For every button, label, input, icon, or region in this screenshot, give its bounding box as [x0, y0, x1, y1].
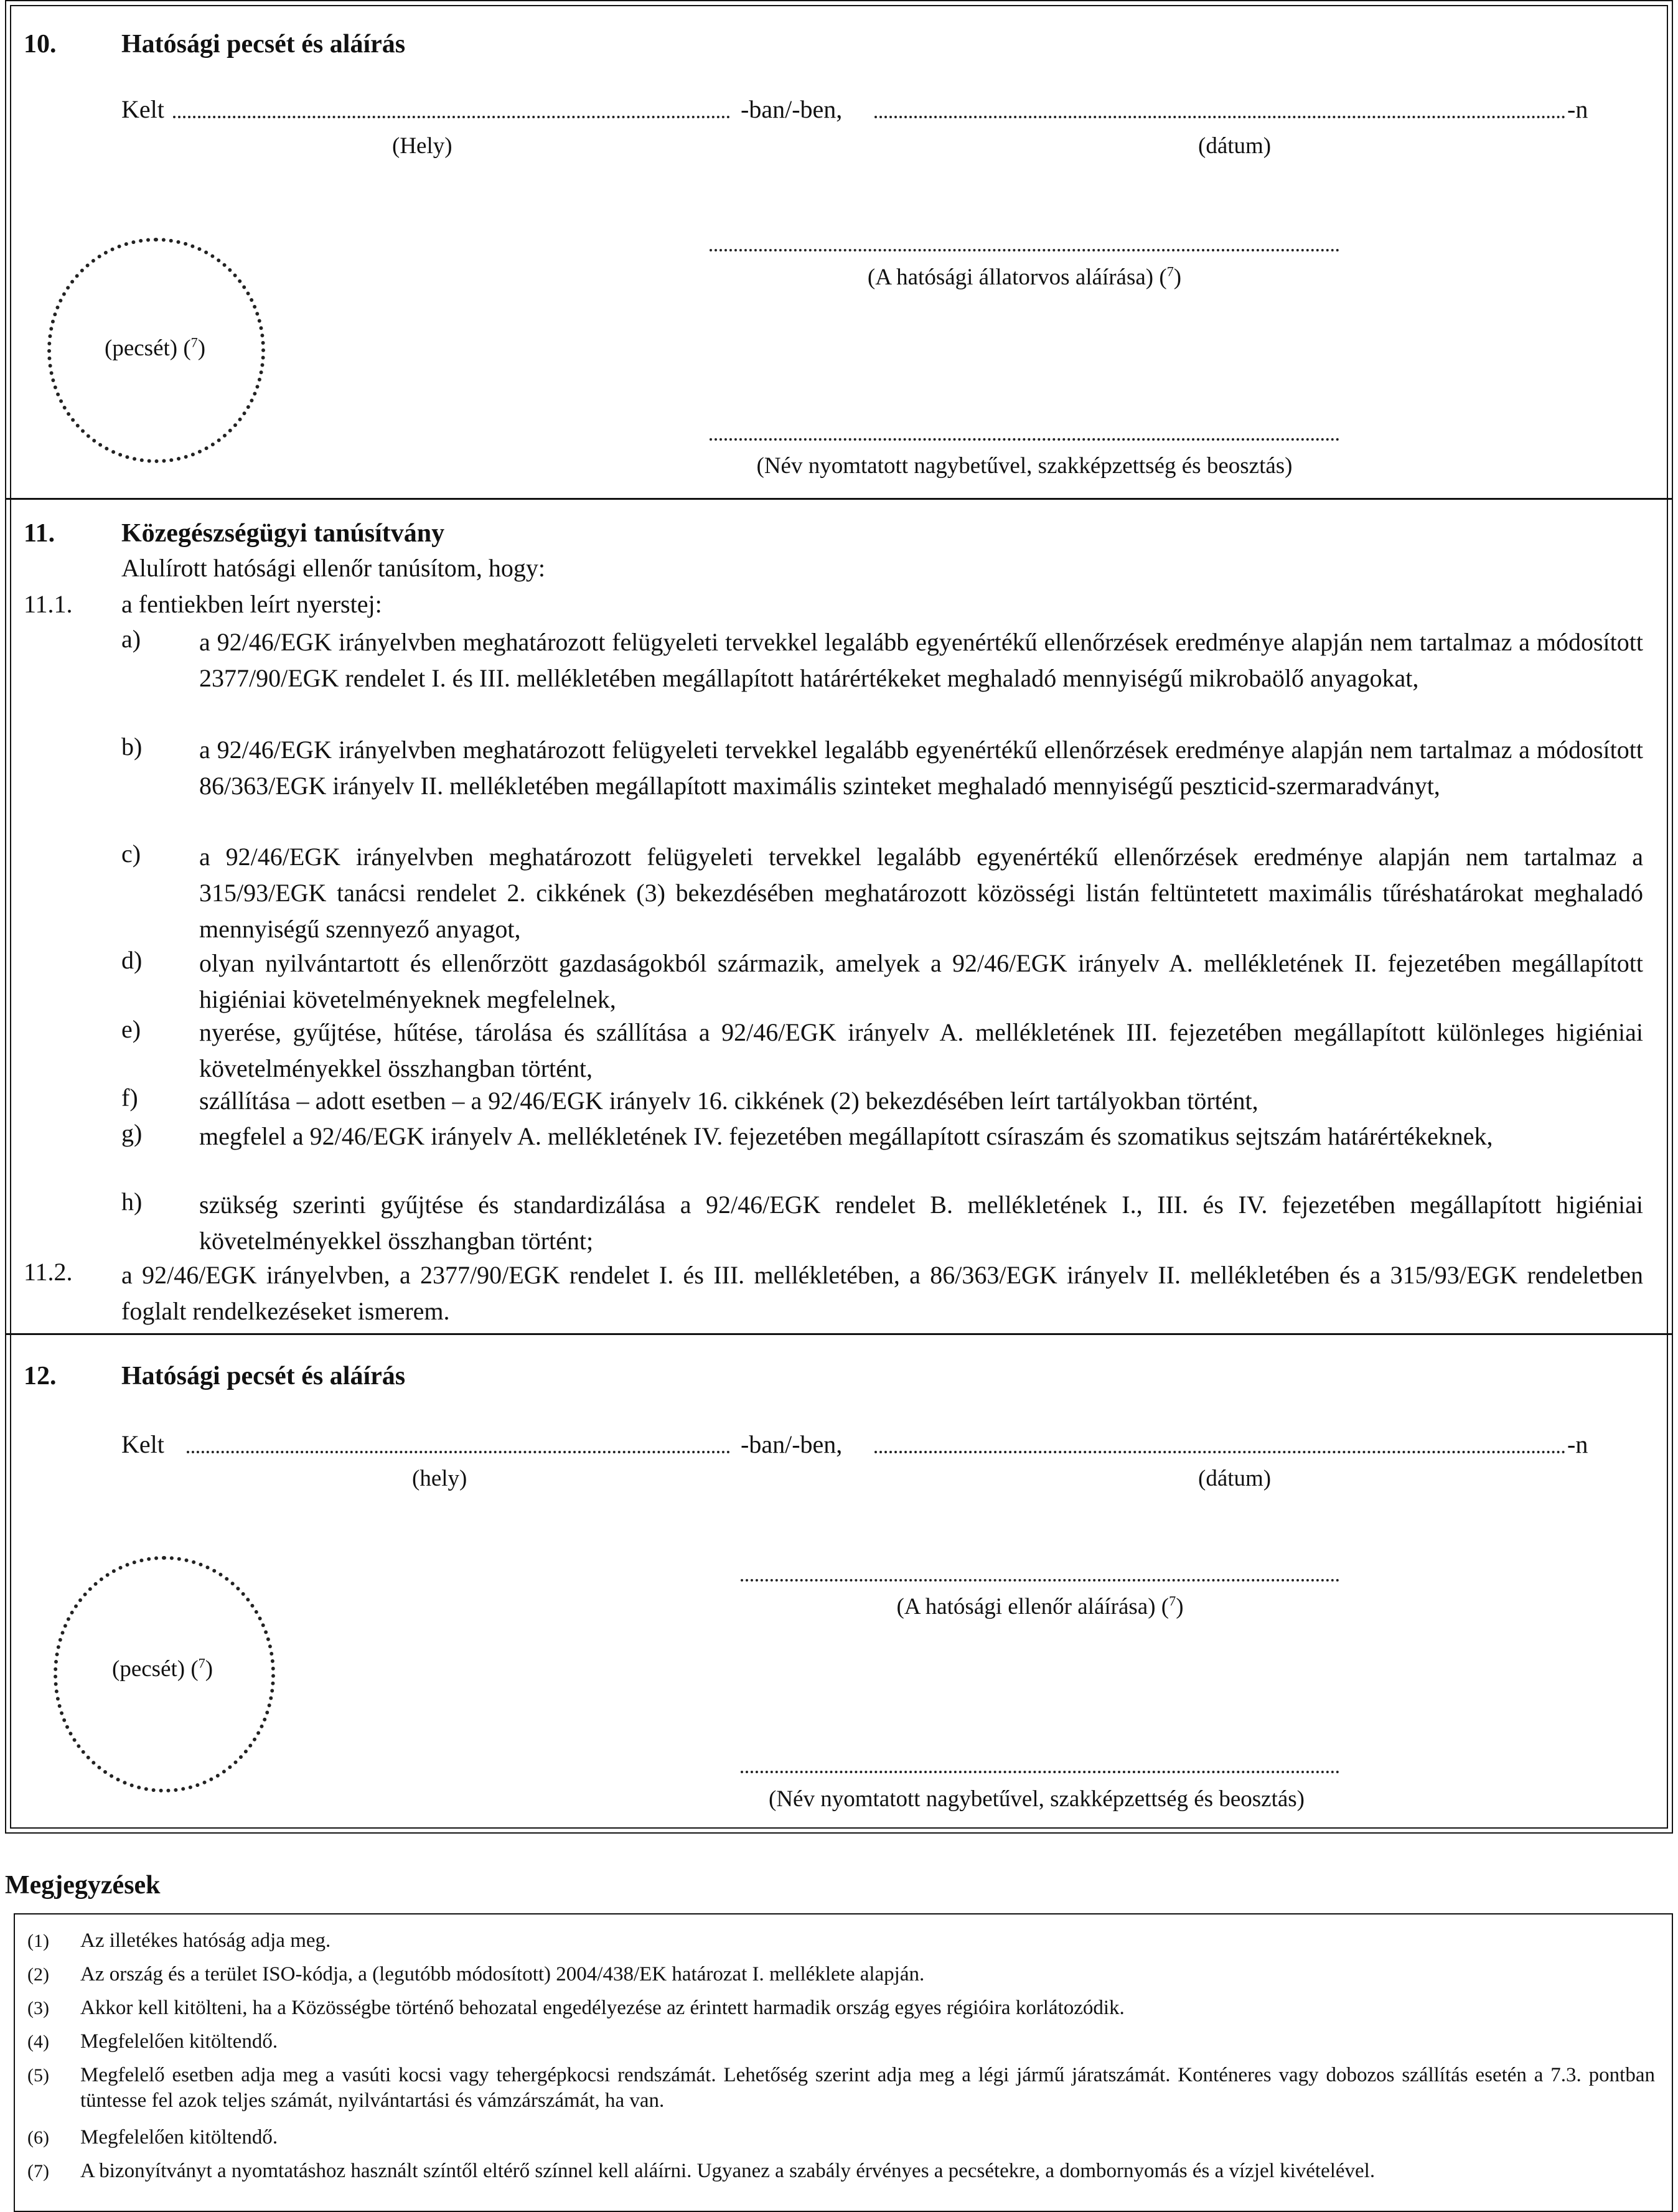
- note-text: Megfelelően kitöltendő.: [80, 2030, 278, 2053]
- item-h-text: szükség szerinti gyűjtése és standardizálása a 92/46/EGK rendelet B. mellékletének I., III. és IV. fejezetében megállapított higiéniai követelményekkel összhangban történt;: [199, 1191, 1643, 1255]
- section-divider: [5, 1333, 1673, 1335]
- notes-title: Megjegyzések: [5, 1871, 161, 1900]
- date-caption: (dátum): [1198, 1466, 1272, 1491]
- note-number: (6): [27, 2127, 49, 2148]
- item-c-text: a 92/46/EGK irányelvben meghatározott felügyeleti tervekkel legalább egyenértékű ellenőrzések eredménye alapján nem tartalmaz a 315/93/EGK tanácsi rendelet 2. cikkének (3) bekezdésében meghatározott közösségi listán feltüntetett maximális tűréshatárokat meghaladó mennyiségű szennyező anyagot,: [199, 843, 1643, 943]
- kelt-label: Kelt: [121, 95, 164, 123]
- point-11-2-text: a 92/46/EGK irányelvben, a 2377/90/EGK rendelet I. és III. mellékletében, a 86/363/EGK irányelv II. mellékletében és a 315/93/EGK rendeletben foglalt rendelkezéseket ismerem.: [121, 1261, 1643, 1325]
- name-field[interactable]: [710, 438, 1339, 441]
- n-suffix: -n: [1567, 1430, 1588, 1458]
- note-text: Az illetékes hatóság adja meg.: [80, 1929, 331, 1952]
- place-caption: (Hely): [392, 133, 452, 159]
- name-field[interactable]: [741, 1771, 1339, 1773]
- note-text: Megfelelően kitöltendő.: [80, 2126, 278, 2149]
- place-field[interactable]: [173, 116, 730, 118]
- signature-field[interactable]: [710, 249, 1339, 251]
- n-suffix: -n: [1567, 95, 1588, 123]
- point-11-1-text: a fentiekben leírt nyerstej:: [121, 590, 382, 618]
- item-f-text: szállítása – adott esetben – a 92/46/EGK irányelv 16. cikkének (2) bekezdésében leírt tartályokban történt,: [199, 1087, 1258, 1115]
- note-text: Megfelelő esetben adja meg a vasúti kocsi vagy tehergépkocsi rendszámát. Lehetőség szerint adja meg a légi jármű járatszámát. Konténeres vagy dobozos szállítás esetén a 7.3. pontban tüntesse fel azok teljes számát, nyilvántartási és vámzárszámát, ha van.: [80, 2064, 1655, 2112]
- item-a-label: a): [121, 625, 141, 653]
- note-number: (7): [27, 2161, 49, 2182]
- note-text: Az ország és a terület ISO-kódja, a (legutóbb módosított) 2004/438/EK határozat I. melléklete alapján.: [80, 1963, 925, 1985]
- section-divider: [5, 498, 1673, 500]
- item-b-label: b): [121, 733, 143, 761]
- section-11-intro: Alulírott hatósági ellenőr tanúsítom, hogy:: [121, 554, 546, 582]
- signature-caption: (A hatósági ellenőr aláírása) ($^7$): [896, 1593, 1184, 1619]
- point-11-2-number: 11.2.: [24, 1258, 73, 1286]
- item-b-text: a 92/46/EGK irányelvben meghatározott felügyeleti tervekkel legalább egyenértékű ellenőrzések eredménye alapján nem tartalmaz a módosított 86/363/EGK irányelv II. mellékletében megállapított maximális szinteket meghaladó mennyiségű peszticid-szermaradványt,: [199, 736, 1643, 800]
- section-12-title: Hatósági pecsét és aláírás: [121, 1362, 406, 1390]
- name-caption: (Név nyomtatott nagybetűvel, szakképzettség és beosztás): [756, 453, 1293, 479]
- item-g-label: g): [121, 1119, 143, 1147]
- item-d-label: d): [121, 946, 143, 974]
- note-text: Akkor kell kitölteni, ha a Közösségbe történő behozatal engedélyezése az érintett harmadik ország egyes régióira korlátozódik.: [80, 1997, 1125, 2019]
- section-12-number: 12.: [24, 1362, 57, 1390]
- note-number: (2): [27, 1964, 49, 1985]
- point-11-1-number: 11.1.: [24, 590, 73, 618]
- note-number: (3): [27, 1998, 49, 2018]
- date-field[interactable]: [874, 1451, 1565, 1453]
- ban-suffix: -ban/-ben,: [741, 1430, 843, 1458]
- stamp-caption: (pecsét) ($^7$): [112, 1655, 213, 1682]
- section-10-number: 10.: [24, 30, 57, 59]
- note-number: (4): [27, 2032, 49, 2052]
- stamp-caption: (pecsét) ($^7$): [105, 334, 206, 361]
- section-10-title: Hatósági pecsét és aláírás: [121, 30, 406, 59]
- ban-suffix: -ban/-ben,: [741, 95, 843, 123]
- place-caption: (hely): [412, 1466, 467, 1491]
- item-e-text: nyerése, gyűjtése, hűtése, tárolása és szállítása a 92/46/EGK irányelv A. mellékletének III. fejezetében megállapított különleges higiéniai követelményekkel összhangban történt,: [199, 1018, 1643, 1082]
- notes-box: [14, 1913, 1673, 2212]
- item-h-label: h): [121, 1188, 143, 1216]
- place-field[interactable]: [187, 1451, 730, 1453]
- date-field[interactable]: [874, 116, 1565, 118]
- item-d-text: olyan nyilvántartott és ellenőrzött gazdaságokból származik, amelyek a 92/46/EGK irányelv A. mellékletének II. fejezetében megállapított higiéniai követelményeknek megfelelnek,: [199, 949, 1643, 1013]
- item-f-label: f): [121, 1084, 138, 1112]
- note-text: A bizonyítványt a nyomtatáshoz használt színtől eltérő színnel kell aláírni. Ugyanez a szabály érvényes a pecsétekre, a dombornyomás és a vízjel kivételével.: [80, 2160, 1376, 2182]
- item-g-text: megfelel a 92/46/EGK irányelv A. mellékletének IV. fejezetében megállapított csíraszám és szomatikus sejtszám határértékeknek,: [199, 1122, 1493, 1150]
- note-number: (1): [27, 1931, 49, 1951]
- item-c-label: c): [121, 840, 141, 868]
- section-11-title: Közegészségügyi tanúsítvány: [121, 519, 445, 548]
- signature-field[interactable]: [741, 1579, 1339, 1582]
- kelt-label: Kelt: [121, 1430, 164, 1458]
- signature-caption: (A hatósági állatorvos aláírása) ($^7$): [867, 263, 1182, 290]
- note-number: (5): [27, 2065, 49, 2086]
- name-caption: (Név nyomtatott nagybetűvel, szakképzettség és beosztás): [769, 1786, 1305, 1812]
- item-e-label: e): [121, 1015, 141, 1043]
- section-11-number: 11.: [24, 519, 55, 548]
- item-a-text: a 92/46/EGK irányelvben meghatározott felügyeleti tervekkel legalább egyenértékű ellenőrzések eredménye alapján nem tartalmaz a módosított 2377/90/EGK rendelet I. és III. mellékletében megállapított határértékeket meghaladó mennyiségű mikrobaölő anyagokat,: [199, 628, 1643, 692]
- date-caption: (dátum): [1198, 133, 1272, 159]
